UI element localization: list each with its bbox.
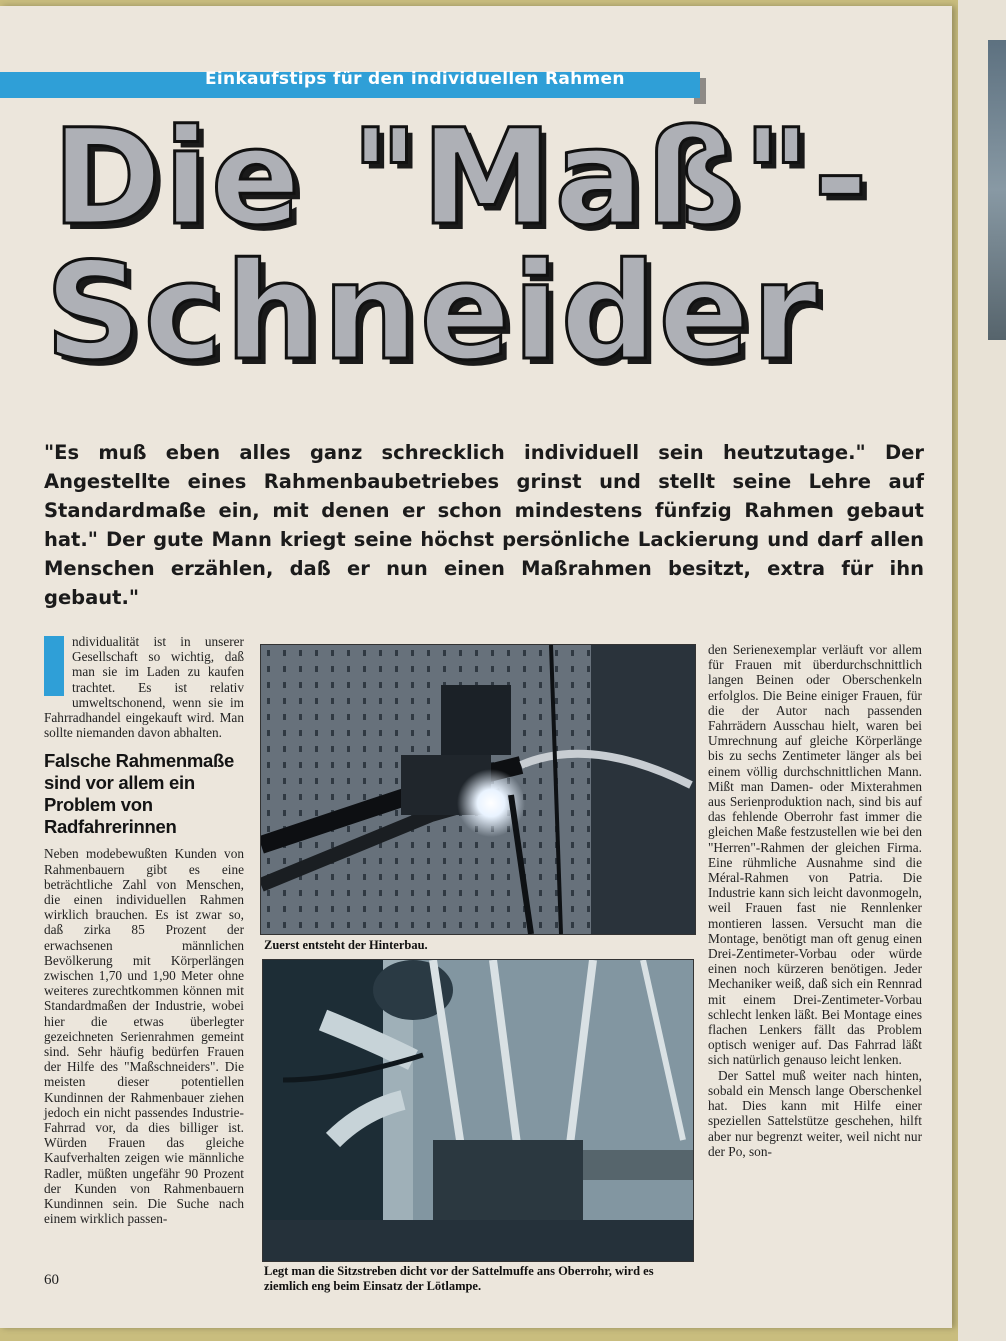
photo-rear-triangle-welding <box>260 644 696 935</box>
column-3-paragraph-1: den Serienexemplar verläuft vor allem für Frauen mit überdurchschnittlich langen Beinen oder Oberschenkeln erfolglos. Die Beine einiger Frauen, für die der Autor nach passenden Fahrrädern Ausschau hielt, waren bei Umrechnung auf gleiche Körperlänge bis zu sechs Zentimeter länger als bei einem völlig durchschnittlichen Mann. Mißt man Damen- oder Mixterahmen aus Serienproduktion nach, sind bis auf das fehlende Oberrohr fast immer die gleichen Maße festzustellen wie bei den "Herren"-Rahmen der gleichen Firma. Eine rühmliche Ausnahme sind die Méral-Rahmen von Patria. Die Industrie kann sich leicht davonmogeln, weil Frauen fast nie Rennlenker montieren lassen. Versucht man die Montage, benötigt man oft genug einen Drei-Zentimeter-Vorbau oder würde einen noch kürzeren benötigen. Jeder Mechaniker weiß, daß sich ein Rennrad mit einem Drei-Zentimeter-Vorbau schlecht lenken läßt. Bei Montage eines flachen Lenkers fällt das Problem optisch weniger auf. Das Fahrrad läßt sich natürlich genauso leicht lenken. <box>708 642 922 1068</box>
lead-paragraph: "Es muß eben alles ganz schrecklich individuell sein heutzutage." Der Angestellte eines Rahmenbaubetriebes grinst und stellt seine Lehre auf Standardmaße ein, mit denen er schon mindestens fünfzig Rahmen gebaut hat." Der gute Mann kriegt seine höchst persönliche Lackierung und darf allen Menschen erzählen, daß er nun einen Maßrahmen besitzt, extra für ihn gebaut." <box>44 441 924 609</box>
magazine-page <box>0 6 952 1328</box>
kicker-text: Einkaufstips für den individuellen Rahmen <box>205 69 625 89</box>
adjacent-page-edge <box>958 0 1006 1341</box>
intro-paragraph: ndividualität ist in unserer Gesellschaft so wichtig, daß man sie im Laden zu kaufen trachtet. Es ist relativ umweltschonend, wenn sie im Fahrradhandel eingekauft wird. Man sollte niemanden davon abhalten. <box>44 634 244 741</box>
photo-brazing-seatstays <box>262 959 694 1262</box>
column-3-paragraph-2: Der Sattel muß weiter nach hinten, sobald ein Mensch lange Oberschenkel hat. Dies kann mit Hilfe einer speziellen Sattelstütze geschehen, hilft aber nur begrenzt weiter, weil nicht nur der Po, son- <box>708 1067 922 1159</box>
drop-cap-marker <box>44 636 64 696</box>
photo-rear-triangle-image <box>261 645 695 934</box>
headline-line-1: Die "Maß"- <box>52 101 870 255</box>
photo-1-caption: Zuerst entsteht der Hinterbau. <box>264 938 428 952</box>
page-number: 60 <box>44 1272 59 1288</box>
photo-2-caption: Legt man die Sitzstreben dicht vor der Sattelmuffe ans Oberrohr, wird es ziemlich eng beim Einsatz der Lötlampe. <box>264 1264 654 1293</box>
article-column-3 <box>708 642 922 1159</box>
article-column-1 <box>44 634 244 1227</box>
headline-line-2: Schneider <box>45 234 820 390</box>
photo-brazing-image <box>263 960 693 1261</box>
adjacent-page-photo <box>988 40 1006 340</box>
subheading: Falsche Rahmenmaße sind vor allem ein Problem von Radfahrerinnen <box>44 750 234 838</box>
body-paragraph: Neben modebewußten Kunden von Rahmenbauern gibt es eine beträchtliche Zahl von Menschen, die einen individuellen Rahmen wirklich brauchen. Es ist zwar so, daß zirka 85 Prozent der erwachsenen männlichen Bevölkerung mit Körperlängen zwischen 1,70 und 1,90 Meter ohne weiteres zurechtkommen können mit Standardmaßen der Industrie, wobei hier die etwas überlegter gezeichneten Serienrahmen gemeint sind. Sehr häufig bedürfen Frauen der Hilfe des "Maßschneiders". Die meisten dieser potentiellen Kundinnen der Rahmenbauer ziehen jedoch ein nicht passendes Industrie-Fahrrad vor, da dies billiger ist. Würden Frauen das gleiche Kaufverhalten zeigen wie männliche Radler, müßten ungefähr 90 Prozent der Kunden von Rahmenbauern Kundinnen sein. Die Suche nach einem wirklich passen- <box>44 846 244 1227</box>
